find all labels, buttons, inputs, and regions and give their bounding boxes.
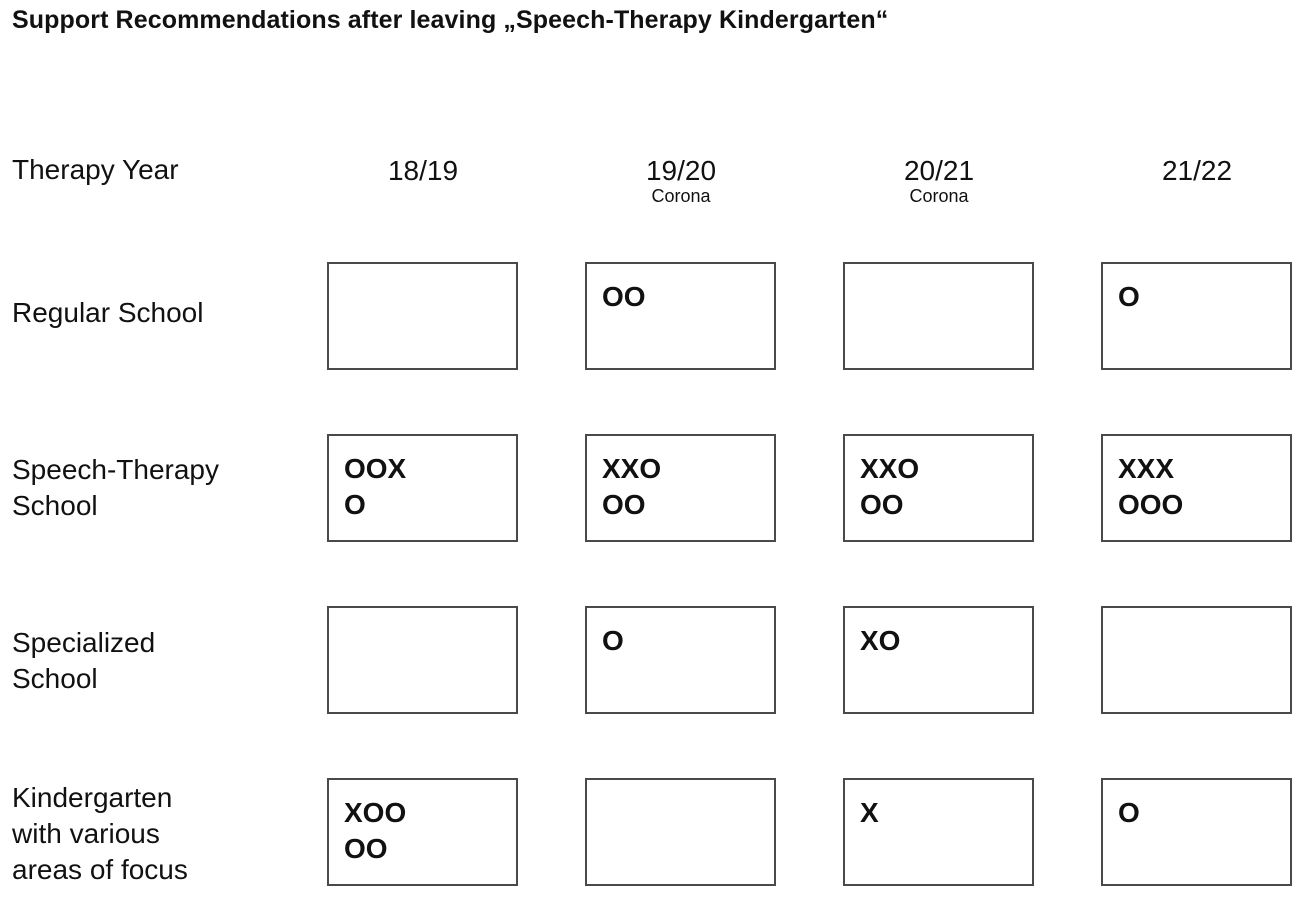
cell-kindergarten-20-21 [843, 778, 1034, 886]
cell-regular-school-20-21 [843, 262, 1034, 370]
cell-marks: OO [602, 281, 646, 312]
year-label: 20/21 [903, 155, 975, 186]
year-label: 19/20 [645, 155, 717, 186]
cell-specialized-school-19-20 [585, 606, 776, 714]
cell-speech-therapy-school-20-21 [843, 434, 1034, 542]
year-note: Corona [651, 186, 711, 206]
row-label-speech-therapy-school: Speech-Therapy School [12, 454, 220, 521]
cell-marks: XXO OO [860, 453, 920, 520]
therapy-year-header: Therapy Year [12, 154, 179, 185]
row-label-regular-school: Regular School [12, 297, 204, 328]
cell-kindergarten-21-22 [1101, 778, 1292, 886]
year-column-header-18-19 [323, 154, 523, 188]
cell-marks: OOX O [344, 453, 407, 520]
cell-kindergarten-19-20 [585, 778, 776, 886]
year-label: 21/22 [1161, 155, 1233, 186]
cell-marks: O [1118, 281, 1140, 312]
cell-regular-school-21-22 [1101, 262, 1292, 370]
cell-speech-therapy-school-18-19 [327, 434, 518, 542]
cell-marks: XOO OO [344, 797, 407, 864]
cell-specialized-school-21-22 [1101, 606, 1292, 714]
cell-speech-therapy-school-19-20 [585, 434, 776, 542]
diagram-title: Support Recommendations after leaving „Speech-Therapy Kindergarten“ [12, 6, 889, 34]
cell-marks: XO [860, 625, 901, 656]
cell-marks: XXO OO [602, 453, 662, 520]
cell-specialized-school-20-21 [843, 606, 1034, 714]
year-column-header-20-21 [839, 154, 1039, 204]
cell-specialized-school-18-19 [327, 606, 518, 714]
cell-marks: XXX OOO [1118, 453, 1184, 520]
cell-regular-school-18-19 [327, 262, 518, 370]
year-note: Corona [909, 186, 969, 206]
cell-speech-therapy-school-21-22 [1101, 434, 1292, 542]
year-label: 18/19 [387, 155, 459, 186]
year-column-header-21-22 [1097, 154, 1297, 188]
cell-kindergarten-18-19 [327, 778, 518, 886]
row-label-kindergarten-various-focus: Kindergarten with various areas of focus [12, 782, 188, 885]
cell-marks: O [602, 625, 624, 656]
year-column-header-19-20 [581, 154, 781, 204]
cell-marks: O [1118, 797, 1140, 828]
cell-regular-school-19-20 [585, 262, 776, 370]
cell-marks: X [860, 797, 879, 828]
row-label-specialized-school: Specialized School [12, 627, 156, 694]
